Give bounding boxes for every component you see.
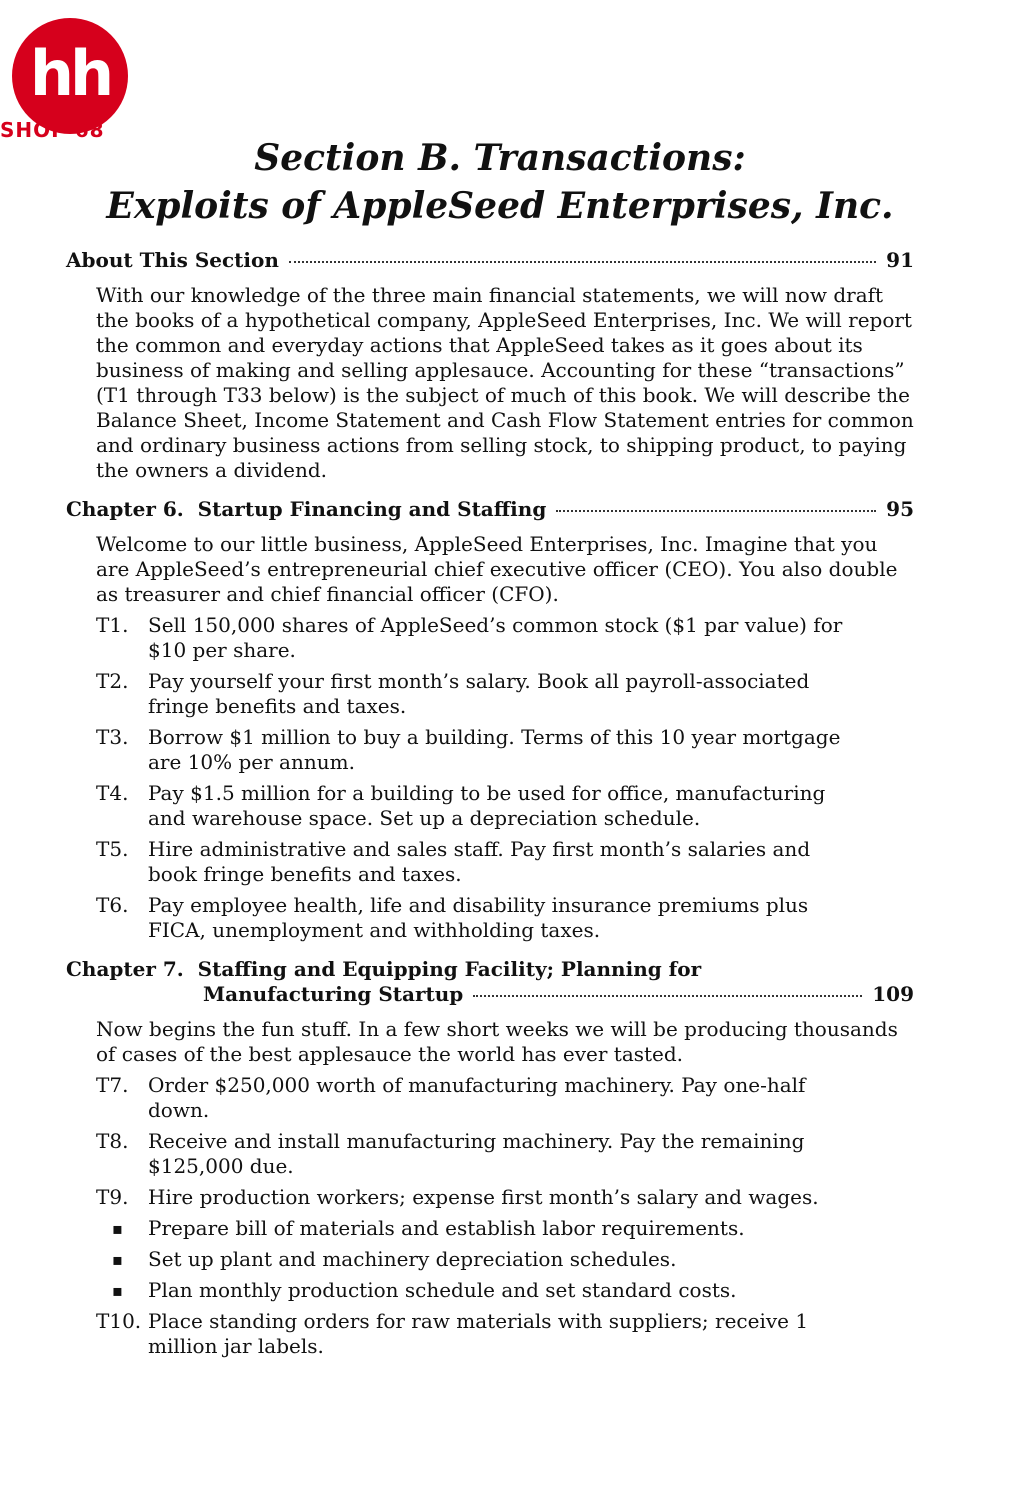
item-tag: T8. [96, 1129, 129, 1153]
item-tag: T6. [96, 893, 129, 917]
section-intro: With our knowledge of the three main financial statements, we will now draft the books of a hypothetical company, AppleSeed Enterprises, Inc. We will report the common and everyday actions that AppleSeed takes as it goes about its business of making and selling applesauce. Accounting for these “transactions” (T1 through T33 below) is the subject of much of this book. We will describe the Balance Sheet, Income Statement and Cash Flow Statement entries for common and ordinary business actions from selling stock, to shipping product, to paying the owners a dividend. [96, 283, 914, 482]
dot-leader [289, 261, 876, 263]
toc-page-number: 95 [886, 497, 914, 521]
item-tag: T3. [96, 725, 129, 749]
item-text: Pay yourself your first month’s salary. Book all payroll-associated fringe benefits and taxes. [148, 669, 810, 718]
shop-logo [12, 18, 128, 134]
logo-caption: SHOP 68 [0, 118, 105, 142]
bullet-icon: ▪ [112, 1219, 123, 1238]
toc-heading-label: Chapter 6. Startup Financing and Staffing [66, 497, 547, 521]
list-item [66, 893, 914, 943]
item-tag: T10. [96, 1309, 142, 1333]
dot-leader [556, 510, 876, 512]
item-text: Prepare bill of materials and establish labor requirements. [148, 1216, 745, 1240]
list-item [66, 1309, 914, 1359]
toc-heading-label: Chapter 7. Staffing and Equipping Facility; Planning for [66, 957, 702, 981]
list-item [66, 1247, 914, 1272]
toc-page-number: 91 [886, 248, 914, 272]
title-line-2: Exploits of AppleSeed Enterprises, Inc. [106, 185, 894, 227]
bullet-icon: ▪ [112, 1281, 123, 1300]
section-intro: Now begins the fun stuff. In a few short weeks we will be producing thousands of cases of the best applesauce the world has ever tasted. [96, 1017, 898, 1066]
item-tag: T5. [96, 837, 129, 861]
toc-heading-about [66, 248, 914, 273]
logo-mark: hh [29, 36, 111, 110]
toc-heading-label: About This Section [66, 248, 279, 272]
list-item [66, 613, 914, 663]
section-intro: Welcome to our little business, AppleSeed Enterprises, Inc. Imagine that you are AppleSeed’s entrepreneurial chief executive officer (CEO). You also double as treasurer and chief financial officer (CFO). [96, 532, 898, 606]
toc-page-number: 109 [872, 982, 914, 1006]
item-text: Plan monthly production schedule and set standard costs. [148, 1278, 737, 1302]
dot-leader [473, 995, 862, 997]
item-text: Sell 150,000 shares of AppleSeed’s common stock ($1 par value) for $10 per share. [148, 613, 843, 662]
list-item [66, 1216, 914, 1241]
item-text: Pay employee health, life and disability insurance premiums plus FICA, unemployment and withholding taxes. [148, 893, 809, 942]
transaction-list [66, 613, 914, 943]
toc-content [66, 248, 914, 1359]
item-tag: T9. [96, 1185, 129, 1209]
bullet-icon: ▪ [112, 1250, 123, 1269]
list-item [66, 1073, 914, 1123]
item-text: Set up plant and machinery depreciation schedules. [148, 1247, 677, 1271]
list-item [66, 781, 914, 831]
item-text: Order $250,000 worth of manufacturing machinery. Pay one-half down. [148, 1073, 806, 1122]
item-text: Place standing orders for raw materials with suppliers; receive 1 million jar labels. [148, 1309, 809, 1358]
list-item [66, 837, 914, 887]
toc-heading-chapter-7 [66, 957, 914, 1007]
item-tag: T7. [96, 1073, 129, 1097]
item-text: Borrow $1 million to buy a building. Terms of this 10 year mortgage are 10% per annum. [148, 725, 841, 774]
toc-heading-label-2: Manufacturing Startup [203, 982, 464, 1006]
toc-heading-row [66, 982, 914, 1007]
list-item [66, 1185, 914, 1210]
item-text: Pay $1.5 million for a building to be used for office, manufacturing and warehouse space. Set up a depreciation schedule. [148, 781, 826, 830]
list-item [66, 1278, 914, 1303]
toc-heading-chapter-6 [66, 497, 914, 522]
title-line-1: Section B. Transactions: [254, 137, 746, 179]
list-item [66, 1129, 914, 1179]
page-title [0, 134, 1000, 230]
transaction-list [66, 1073, 914, 1359]
item-text: Hire administrative and sales staff. Pay first month’s salaries and book fringe benefits and taxes. [148, 837, 811, 886]
item-tag: T2. [96, 669, 129, 693]
item-tag: T1. [96, 613, 129, 637]
item-tag: T4. [96, 781, 129, 805]
list-item [66, 669, 914, 719]
item-text: Receive and install manufacturing machinery. Pay the remaining $125,000 due. [148, 1129, 805, 1178]
list-item [66, 725, 914, 775]
item-text: Hire production workers; expense first month’s salary and wages. [148, 1185, 819, 1209]
